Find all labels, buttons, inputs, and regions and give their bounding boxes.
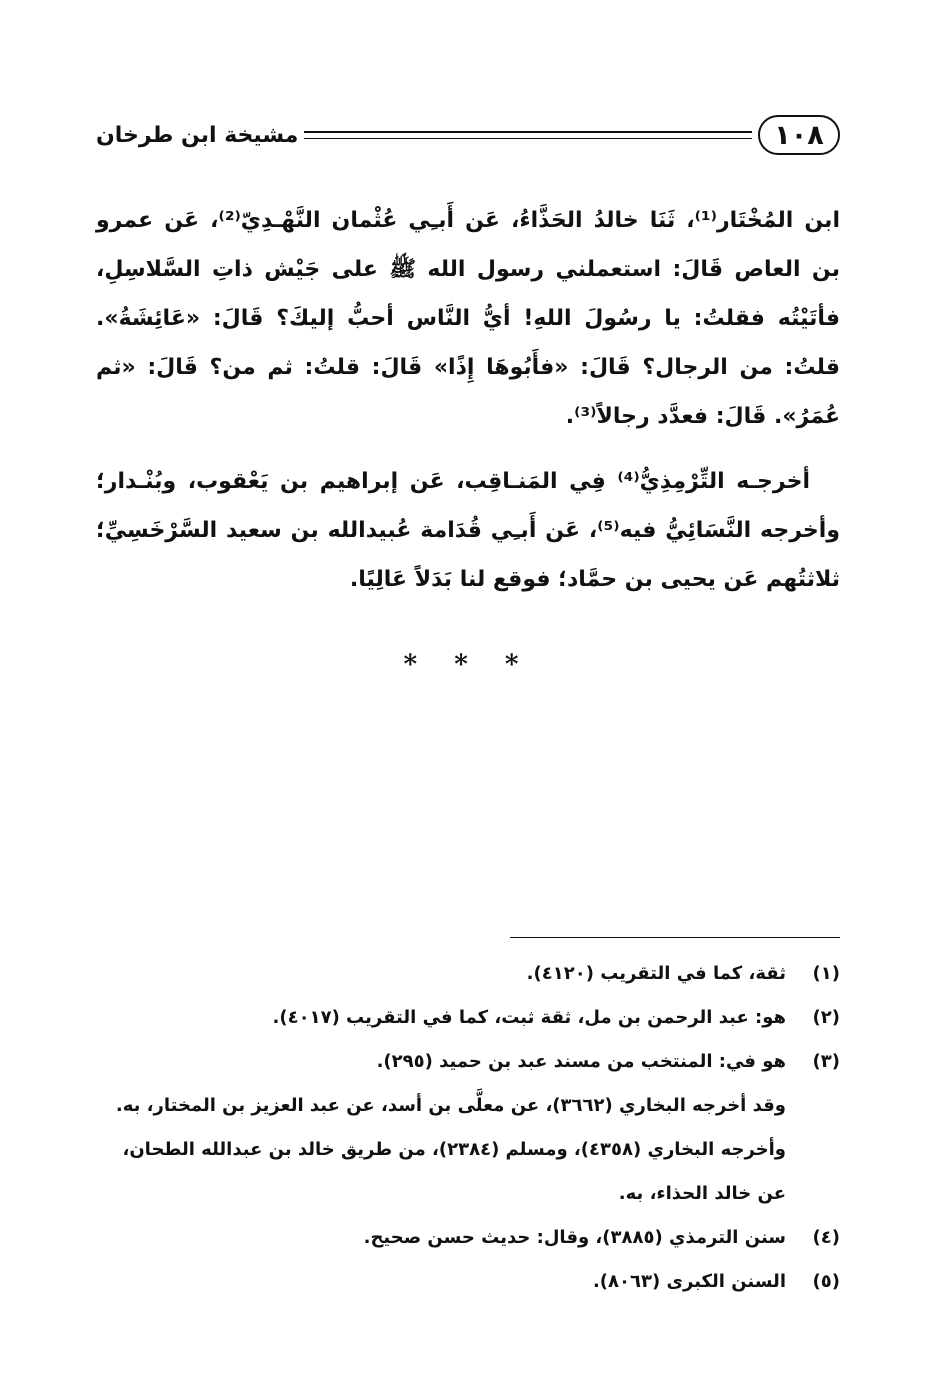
footnote-line: وأخرجه البخاري (٤٣٥٨)، ومسلم (٢٣٨٤)، من طريق خالد بن عبدالله الطحان، bbox=[122, 1139, 786, 1160]
footnote-text bbox=[96, 952, 786, 996]
footnote bbox=[96, 1260, 840, 1304]
footnote-number: (١) bbox=[812, 963, 840, 984]
footnote-text bbox=[96, 1040, 786, 1216]
section-separator: * * * bbox=[403, 650, 533, 680]
footnote-line: السنن الكبرى (٨٠٦٣). bbox=[592, 1271, 786, 1292]
footnote-number: (٢) bbox=[812, 1007, 840, 1028]
footnote-number: (٥) bbox=[812, 1271, 840, 1292]
footnote-number: (٤) bbox=[812, 1227, 840, 1248]
footnote-text bbox=[96, 1216, 786, 1260]
header-rule bbox=[304, 131, 752, 139]
footnote bbox=[96, 1216, 840, 1260]
book-title: مشيخة ابن طرخان bbox=[96, 122, 299, 148]
footnote-number: (٣) bbox=[812, 1051, 840, 1072]
footnote-line: هو: عبد الرحمن بن مل، ثقة ثبت، كما في التقريب (٤٠١٧). bbox=[272, 1007, 786, 1028]
footnote-rule bbox=[510, 937, 840, 938]
footnote bbox=[96, 1040, 840, 1216]
footnote-text bbox=[96, 1260, 786, 1304]
footnote-line: سنن الترمذي (٣٨٨٥)، وقال: حديث حسن صحيح. bbox=[363, 1227, 786, 1248]
page-number: ١٠٨ bbox=[758, 115, 840, 155]
footnote-line: وقد أخرجه البخاري (٣٦٦٢)، عن معلَّى بن أسد، عن عبد العزيز بن المختار، به. bbox=[115, 1095, 786, 1116]
footnote bbox=[96, 952, 840, 996]
footnote-line: هو في: المنتخب من مسند عبد بن حميد (٢٩٥). bbox=[376, 1051, 786, 1072]
paragraph: ابن المُخْتَار⁽¹⁾، ثَنَا خالدُ الحَذَّاءُ، عَن أَبـِي عُثْمان النَّهْـدِيّ⁽²⁾، عَن عمرو بن العاص قَالَ: استعملني رسول الله ﷺ على جَيْش ذاتِ السَّلاسِلِ، فأتَيْتُه فقلتُ: يا رسُولَ اللهِ! أيُّ النَّاس أحبُّ إليكَ؟ قَالَ: «عَائِشَةُ». قلتُ: من الرجال؟ قَالَ: «فأَبُوهَا إِذًا» قَالَ: قلتُ: ثم من؟ قَالَ: «ثم عُمَرُ». قَالَ: فعدَّد رجالاً⁽³⁾. bbox=[96, 208, 840, 429]
page-header bbox=[96, 112, 840, 158]
footnote bbox=[96, 996, 840, 1040]
main-text bbox=[96, 196, 840, 604]
footnotes bbox=[96, 952, 840, 1304]
paragraph: أخرجـه التِّرْمِذِيُّ⁽⁴⁾ فِي المَنـاقِب، عَن إبراهيم بن يَعْقوب، وبُنْـدار؛ وأخرجه النَّسَائِيُّ فيه⁽⁵⁾، عَن أَبـِي قُدَامة عُبيدالله بن سعيد السَّرْخَسِيِّ؛ ثلاثتُهم عَن يحيى بن حمَّاد؛ فوقع لنا بَدَلاً عَالِيًا. bbox=[96, 469, 840, 592]
footnote-line: عن خالد الحذاء، به. bbox=[618, 1183, 786, 1204]
footnote-text bbox=[96, 996, 786, 1040]
footnote-line: ثقة، كما في التقريب (٤١٢٠). bbox=[526, 963, 786, 984]
